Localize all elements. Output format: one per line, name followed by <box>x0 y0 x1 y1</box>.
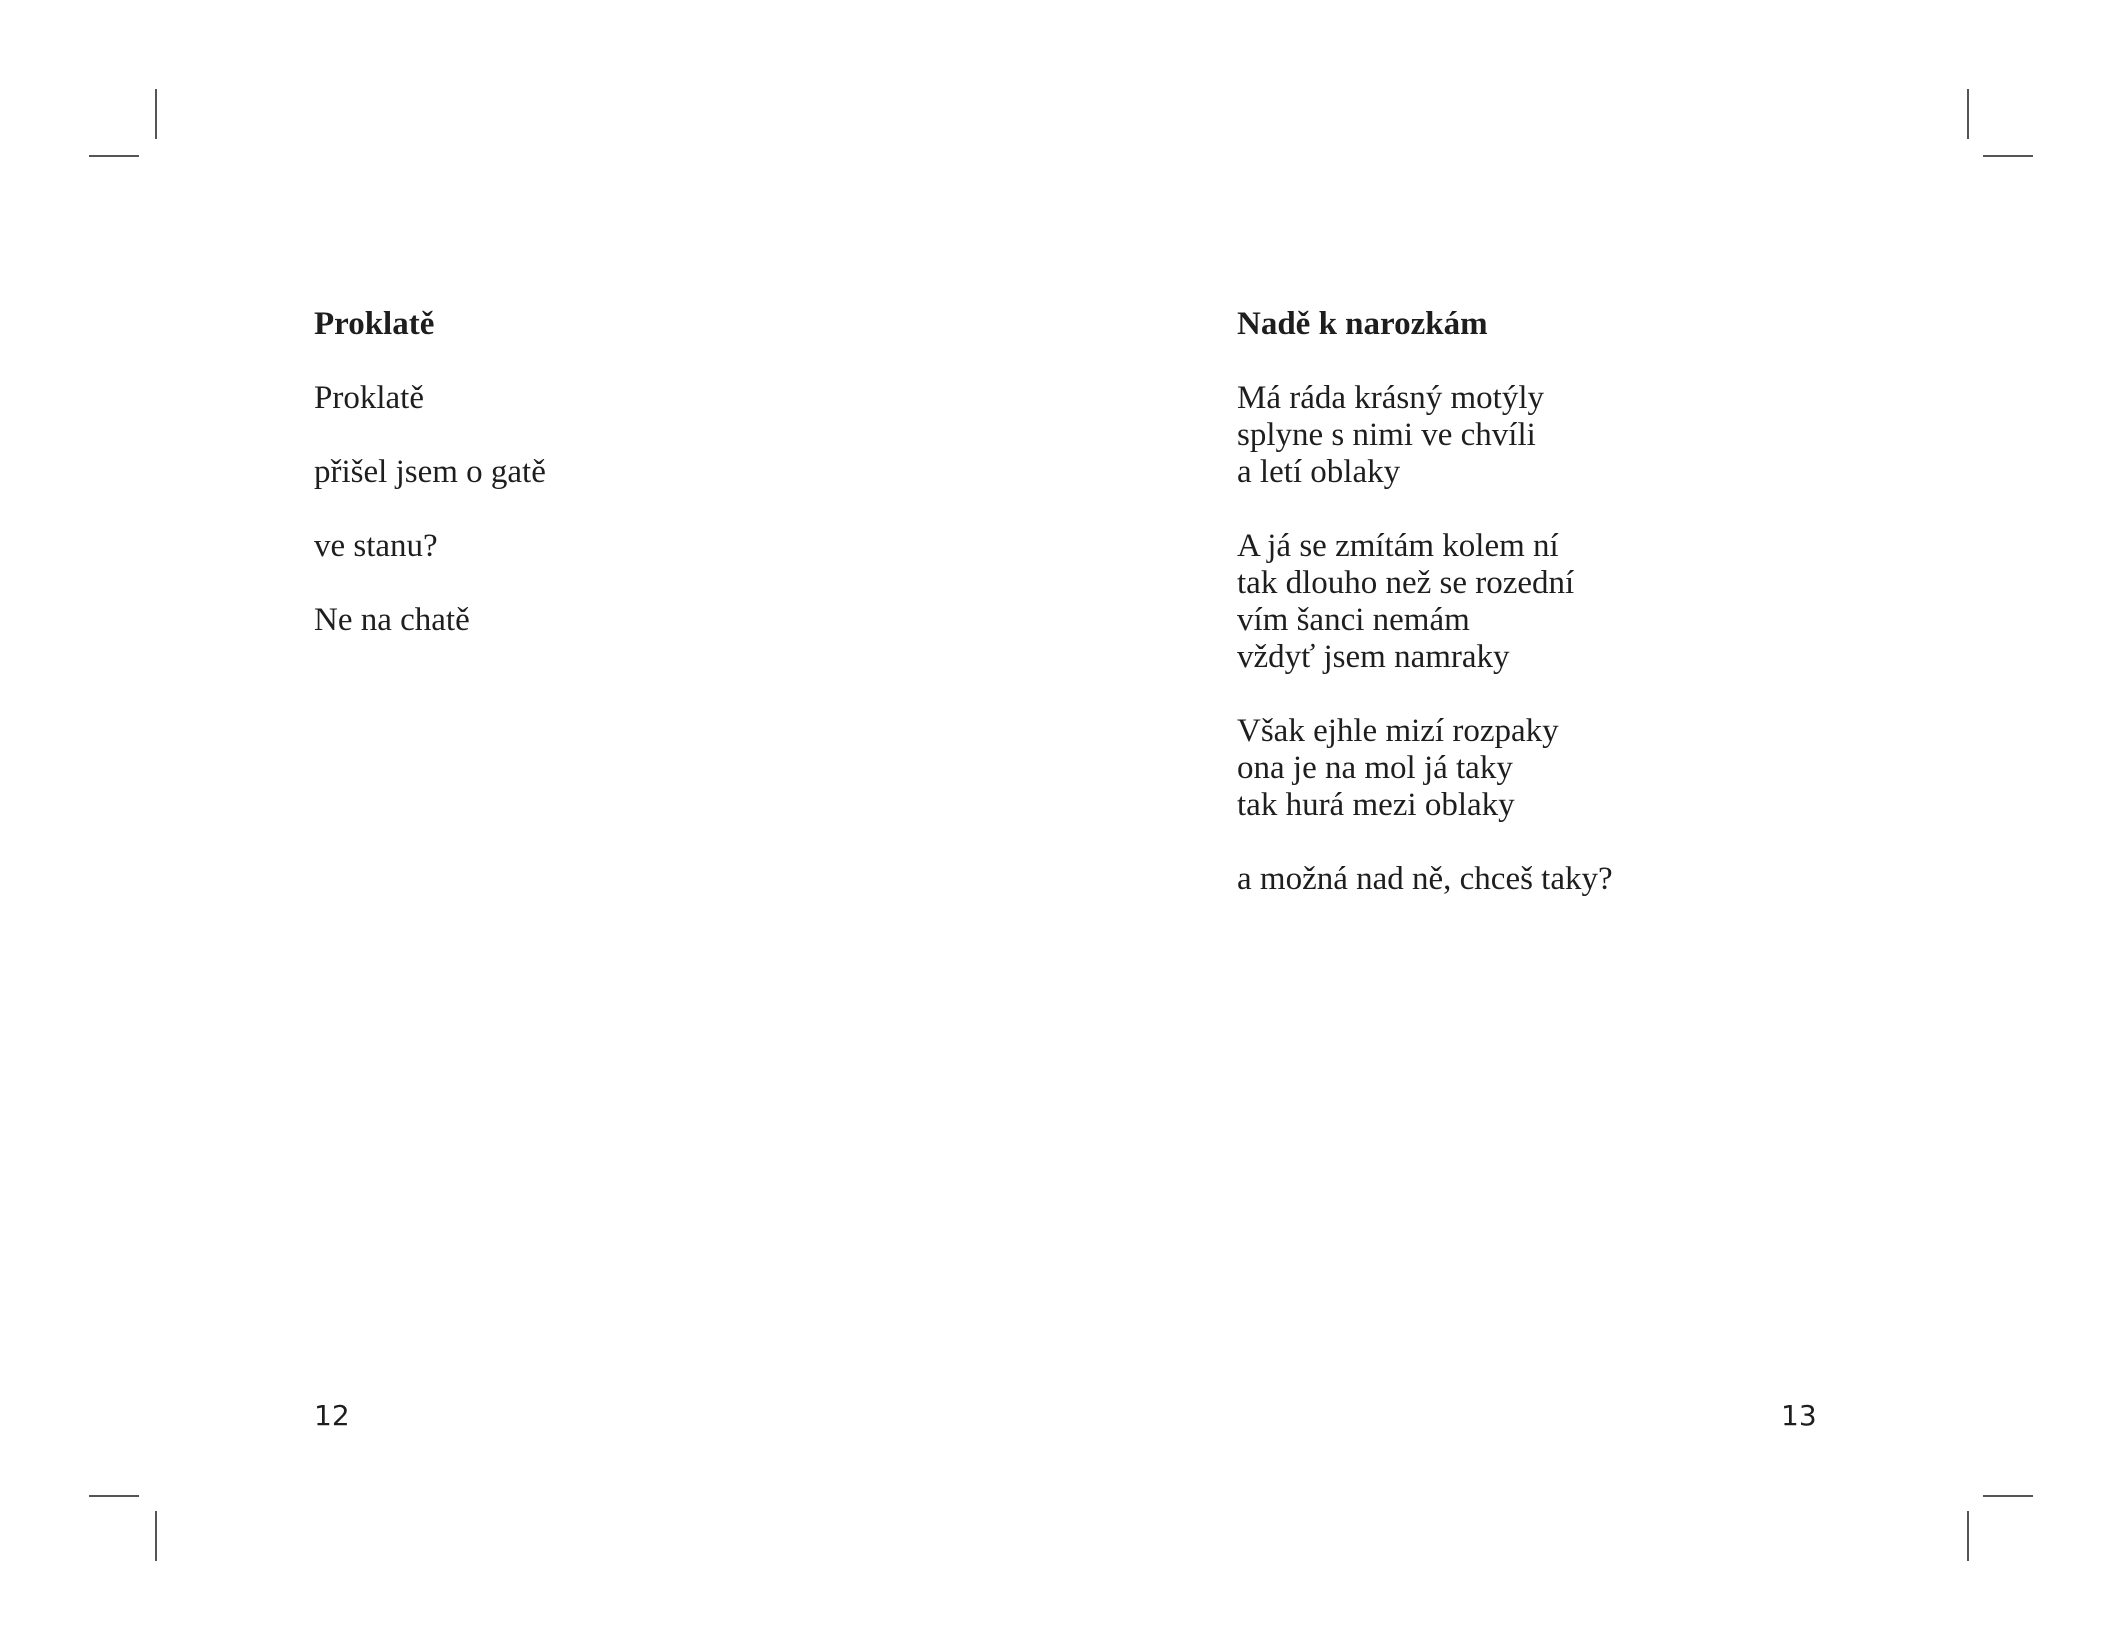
poem-title: Proklatě <box>314 306 435 342</box>
crop-mark-bottom-right-horizontal <box>1983 1495 2033 1497</box>
crop-mark-top-left-vertical <box>155 89 157 139</box>
crop-mark-bottom-left-vertical <box>155 1511 157 1561</box>
verse-line: Proklatě <box>314 380 424 416</box>
poem-title: Nadě k narozkám <box>1237 306 1488 342</box>
stanza <box>314 380 934 417</box>
stanza <box>1237 713 1857 824</box>
crop-mark-bottom-right-vertical <box>1967 1511 1969 1561</box>
stanza <box>314 528 934 565</box>
verse-line: splyne s nimi ve chvíli <box>1237 417 1536 453</box>
stanza <box>1237 528 1857 676</box>
verse-line: Ne na chatě <box>314 602 470 638</box>
stanza <box>1237 380 1857 491</box>
verse-line: přišel jsem o gatě <box>314 454 546 490</box>
verse-line: Má ráda krásný motýly <box>1237 380 1545 416</box>
stanza <box>314 602 934 639</box>
verse-line: A já se zmítám kolem ní <box>1237 528 1559 564</box>
verse-line: tak hurá mezi oblaky <box>1237 787 1515 823</box>
crop-mark-top-left-horizontal <box>89 155 139 157</box>
stanza <box>314 454 934 491</box>
poem-body <box>314 380 934 676</box>
verse-line: vždyť jsem namraky <box>1237 639 1510 675</box>
stanza <box>1237 861 1857 898</box>
verse-line: ona je na mol já taky <box>1237 750 1513 786</box>
poem-body <box>1237 380 1857 935</box>
page-number: 13 <box>1781 1399 1817 1432</box>
page-number: 12 <box>314 1399 350 1432</box>
verse-line: a letí oblaky <box>1237 454 1401 490</box>
crop-mark-top-right-horizontal <box>1983 155 2033 157</box>
crop-mark-bottom-left-horizontal <box>89 1495 139 1497</box>
verse-line: vím šanci nemám <box>1237 602 1470 638</box>
verse-line: ve stanu? <box>314 528 438 564</box>
verse-line: tak dlouho než se rozední <box>1237 565 1575 601</box>
crop-mark-top-right-vertical <box>1967 89 1969 139</box>
verse-line: Však ejhle mizí rozpaky <box>1237 713 1559 749</box>
verse-line: a možná nad ně, chceš taky? <box>1237 861 1613 897</box>
